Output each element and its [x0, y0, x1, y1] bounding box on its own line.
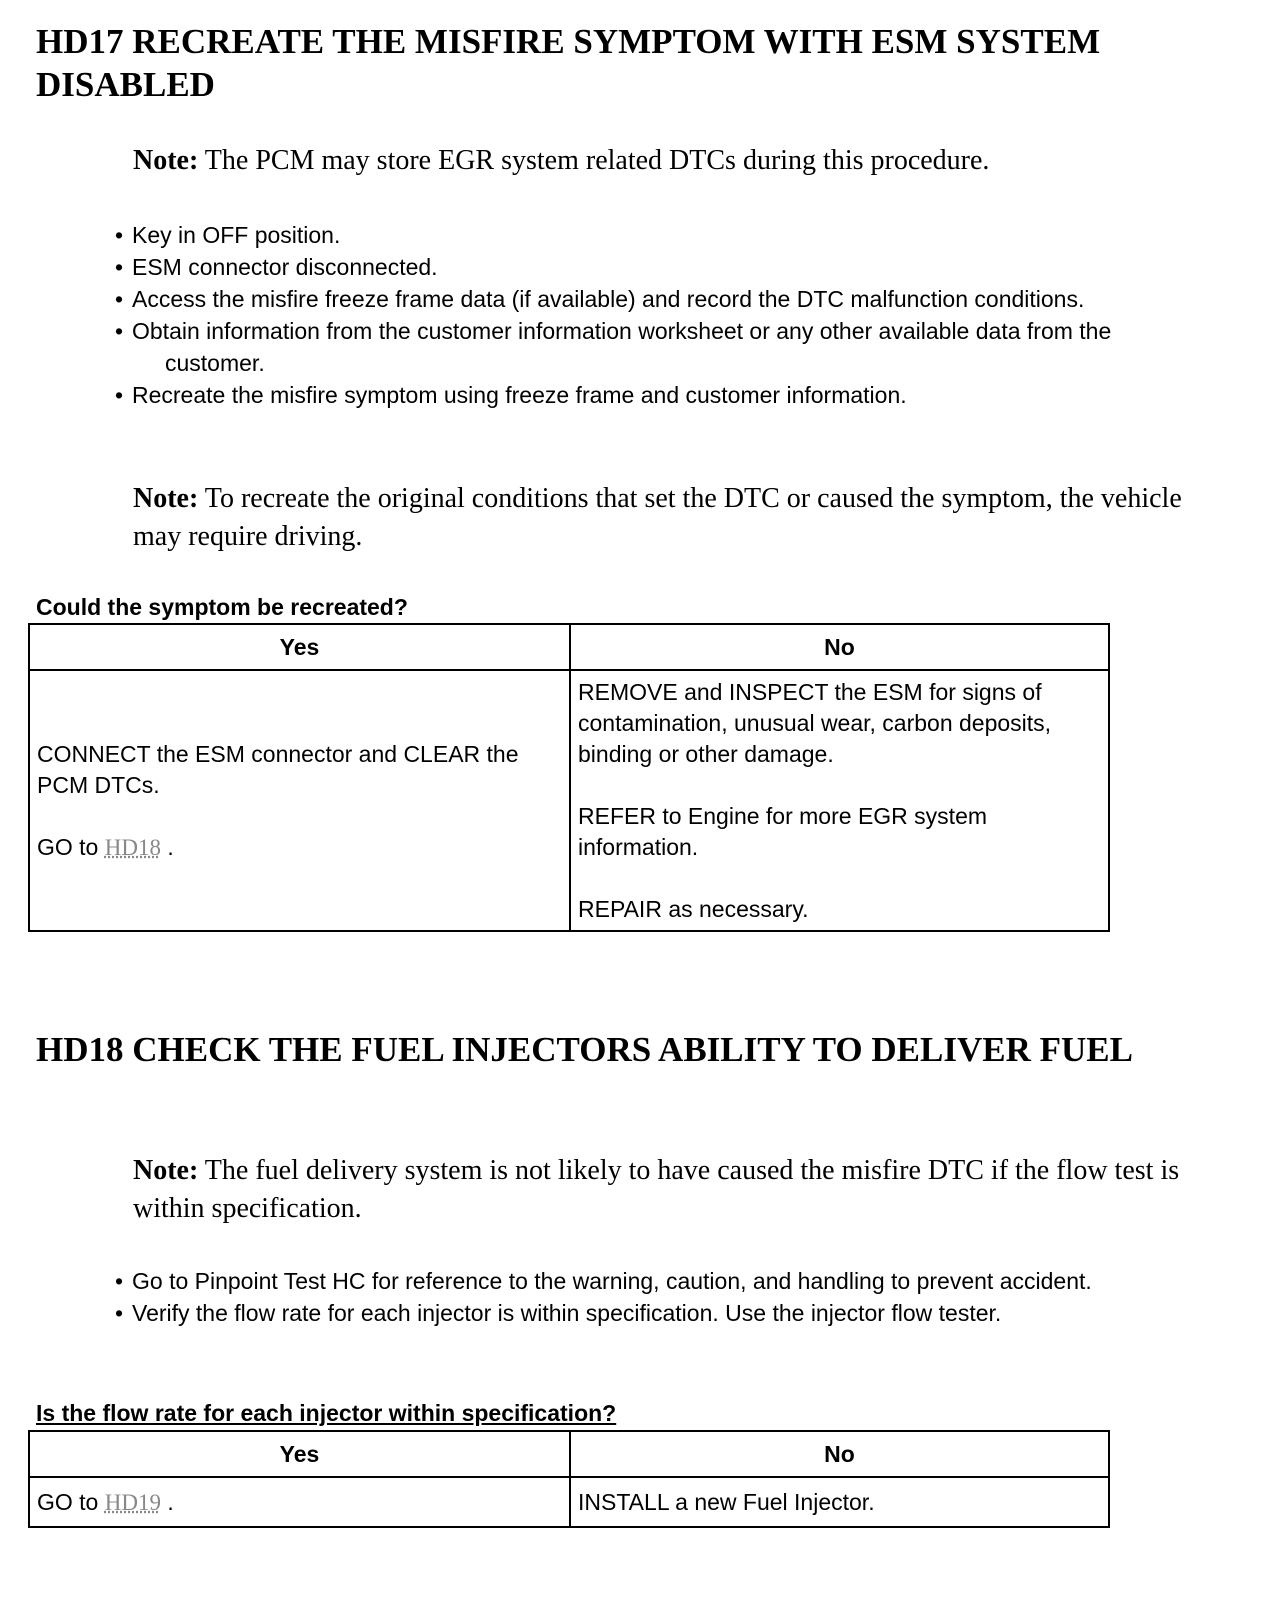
hd18-question: Is the flow rate for each injector within specification?: [36, 1400, 617, 1426]
no-header: No: [570, 624, 1109, 670]
hd17-decision-table: [28, 623, 1110, 932]
no-cell: [570, 670, 1109, 931]
list-item: • ESM connector disconnected.: [115, 251, 1195, 283]
list-item: • Access the misfire freeze frame data (if available) and record the DTC malfunction conditions.: [115, 283, 1195, 315]
go-to-label: GO to: [37, 1488, 105, 1515]
go-to-label: GO to: [37, 833, 105, 860]
yes-header: Yes: [29, 1431, 570, 1477]
hd18-link[interactable]: HD18: [104, 834, 161, 860]
note-label: Note:: [133, 1155, 199, 1186]
hd17-bullet-list: [115, 219, 1195, 411]
no-text: REMOVE and INSPECT the ESM for signs of contamination, unusual wear, carbon deposits, binding or other damage.: [578, 678, 1052, 767]
no-cell: INSTALL a new Fuel Injector.: [570, 1477, 1109, 1527]
yes-header: Yes: [29, 624, 570, 670]
no-text: REFER to Engine for more EGR system information.: [578, 802, 988, 860]
no-header: No: [570, 1431, 1109, 1477]
note-text: To recreate the original conditions that set the DTC or caused the symptom, the vehicle may require driving.: [133, 483, 1182, 552]
list-item: • Recreate the misfire symptom using freeze frame and customer information.: [115, 379, 1195, 411]
yes-cell: [29, 670, 570, 931]
yes-text: CONNECT the ESM connector and CLEAR the PCM DTCs.: [37, 740, 519, 798]
hd17-title: HD17 RECREATE THE MISFIRE SYMPTOM WITH ESM SYSTEM DISABLED: [36, 22, 1101, 104]
hd18-bullet-list: [115, 1265, 1195, 1329]
list-item: • Key in OFF position.: [115, 219, 1195, 251]
hd18-title: HD18 CHECK THE FUEL INJECTORS ABILITY TO DELIVER FUEL: [36, 1030, 1133, 1069]
list-item: • Go to Pinpoint Test HC for reference to the warning, caution, and handling to prevent accident.: [115, 1265, 1195, 1297]
note-text: The fuel delivery system is not likely to have caused the misfire DTC if the flow test is within specification.: [133, 1155, 1180, 1224]
hd18-note: [133, 1152, 1213, 1228]
no-text: REPAIR as necessary.: [578, 895, 809, 922]
yes-cell: [29, 1477, 570, 1527]
note-label: Note:: [133, 483, 199, 514]
hd17-note-2: [133, 480, 1213, 556]
hd17-note-1: [133, 142, 1233, 180]
period: .: [160, 1488, 174, 1515]
hd19-link[interactable]: HD19: [104, 1489, 161, 1515]
note-text: The PCM may store EGR system related DTCs during this procedure.: [198, 145, 990, 176]
period: .: [160, 833, 174, 860]
list-item: • Obtain information from the customer information worksheet or any other available data from the customer.: [115, 315, 1195, 379]
note-label: Note:: [133, 145, 199, 176]
hd17-question: Could the symptom be recreated?: [36, 594, 408, 620]
list-item: • Verify the flow rate for each injector is within specification. Use the injector flow tester.: [115, 1297, 1195, 1329]
hd18-decision-table: [28, 1430, 1110, 1528]
